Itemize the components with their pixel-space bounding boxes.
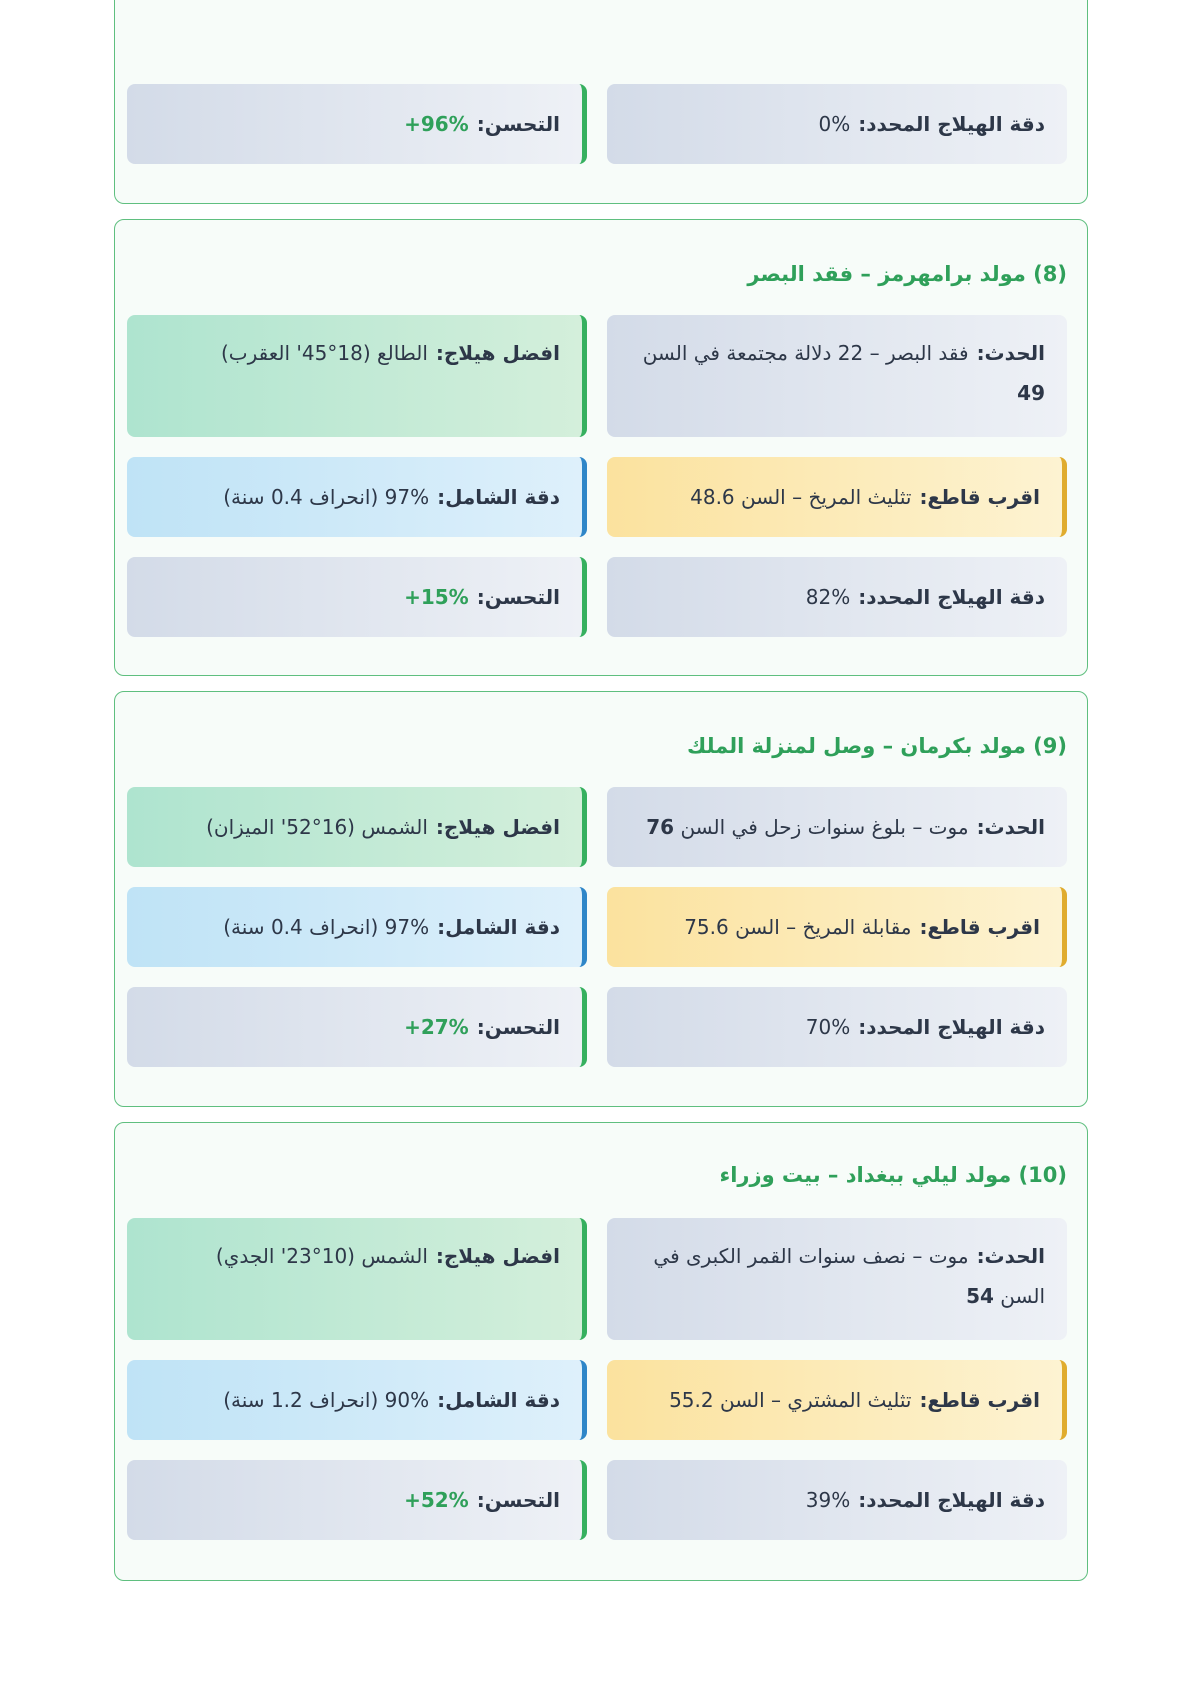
overall-accuracy-value: 97% (انحراف 0.4 سنة): [223, 915, 430, 939]
result-card-9: [114, 691, 1088, 1107]
hyleg-accuracy-label: دقة الهيلاج المحدد:: [858, 1015, 1045, 1039]
hyleg-accuracy-box: [607, 557, 1067, 637]
best-hyleg-value: الشمس (10°23' الجدي): [215, 1244, 428, 1268]
event-text: موت – بلوغ سنوات زحل في السن: [680, 815, 969, 839]
nearest-cutter-label: اقرب قاطع:: [919, 1388, 1040, 1412]
best-hyleg-value: الطالع (18°45' العقرب): [220, 341, 428, 365]
overall-accuracy-box: [127, 887, 587, 967]
nearest-cutter-box: [607, 1360, 1067, 1440]
best-hyleg-label: افضل هيلاج:: [435, 815, 560, 839]
nearest-cutter-label: اقرب قاطع:: [919, 485, 1040, 509]
improvement-box: [127, 1460, 587, 1540]
result-card-7: [114, 0, 1088, 204]
overall-accuracy-box: [127, 457, 587, 537]
best-hyleg-label: افضل هيلاج:: [435, 1244, 560, 1268]
nearest-cutter-box: [607, 887, 1067, 967]
nearest-cutter-value: مقابلة المريخ – السن 75.6: [684, 915, 912, 939]
nearest-cutter-box: [607, 457, 1067, 537]
hyleg-accuracy-value: 39%: [805, 1488, 851, 1512]
event-box: [607, 1218, 1067, 1340]
improvement-value: +27%: [404, 1015, 469, 1039]
result-card-8: [114, 219, 1088, 676]
event-label: الحدث:: [976, 1244, 1045, 1268]
best-hyleg-box: [127, 787, 587, 867]
event-label: الحدث:: [976, 341, 1045, 365]
improvement-label: التحسن:: [476, 1488, 560, 1512]
hyleg-accuracy-value: 0%: [818, 112, 851, 136]
card-title: (10) مولد ليلي ببغداد – بيت وزراء: [719, 1163, 1067, 1187]
improvement-box: [127, 987, 587, 1067]
card-title: (8) مولد برامهرمز – فقد البصر: [747, 262, 1067, 286]
improvement-value: +52%: [404, 1488, 469, 1512]
event-text: موت – نصف سنوات القمر الكبرى في السن: [653, 1244, 1045, 1308]
hyleg-accuracy-label: دقة الهيلاج المحدد:: [858, 112, 1045, 136]
hyleg-accuracy-box: [607, 1460, 1067, 1540]
hyleg-accuracy-box: [607, 987, 1067, 1067]
result-card-10: [114, 1122, 1088, 1581]
event-text: فقد البصر – 22 دلالة مجتمعة في السن: [642, 341, 969, 365]
nearest-cutter-value: تثليث المشتري – السن 55.2: [669, 1388, 912, 1412]
overall-accuracy-label: دقة الشامل:: [437, 485, 560, 509]
overall-accuracy-label: دقة الشامل:: [437, 915, 560, 939]
nearest-cutter-label: اقرب قاطع:: [919, 915, 1040, 939]
best-hyleg-box: [127, 315, 587, 437]
best-hyleg-label: افضل هيلاج:: [435, 341, 560, 365]
card-title: (9) مولد بكرمان – وصل لمنزلة الملك: [687, 734, 1067, 758]
event-box: [607, 315, 1067, 437]
improvement-label: التحسن:: [476, 1015, 560, 1039]
best-hyleg-box: [127, 1218, 587, 1340]
improvement-box: [127, 84, 587, 164]
event-box: [607, 787, 1067, 867]
hyleg-accuracy-value: 82%: [805, 585, 851, 609]
nearest-cutter-value: تثليث المريخ – السن 48.6: [690, 485, 912, 509]
improvement-value: +96%: [404, 112, 469, 136]
improvement-label: التحسن:: [476, 585, 560, 609]
overall-accuracy-box: [127, 1360, 587, 1440]
event-age: 49: [1017, 381, 1045, 405]
improvement-value: +15%: [404, 585, 469, 609]
event-label: الحدث:: [976, 815, 1045, 839]
hyleg-accuracy-label: دقة الهيلاج المحدد:: [858, 585, 1045, 609]
best-hyleg-value: الشمس (16°52' الميزان): [206, 815, 428, 839]
hyleg-accuracy-box: [607, 84, 1067, 164]
event-age: 54: [966, 1284, 994, 1308]
hyleg-accuracy-label: دقة الهيلاج المحدد:: [858, 1488, 1045, 1512]
event-age: 76: [646, 815, 675, 839]
overall-accuracy-value: 90% (انحراف 1.2 سنة): [223, 1388, 430, 1412]
improvement-label: التحسن:: [476, 112, 560, 136]
hyleg-accuracy-value: 70%: [805, 1015, 851, 1039]
overall-accuracy-label: دقة الشامل:: [437, 1388, 560, 1412]
overall-accuracy-value: 97% (انحراف 0.4 سنة): [223, 485, 430, 509]
improvement-box: [127, 557, 587, 637]
